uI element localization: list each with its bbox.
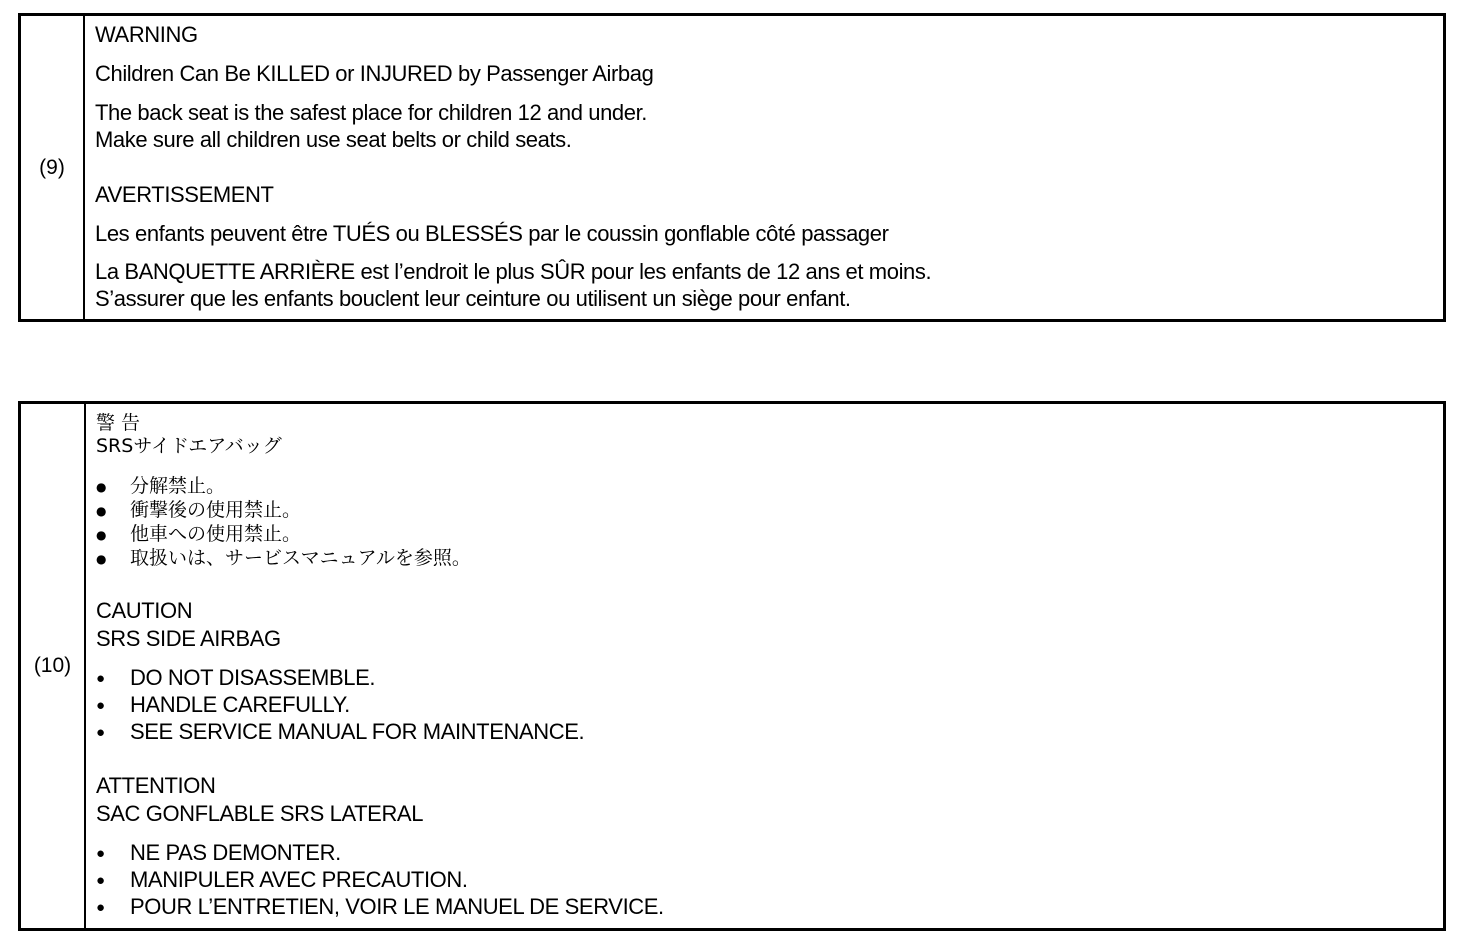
attention-item-1 [96, 841, 341, 866]
label-table-10 [18, 401, 1446, 931]
avertissement-line-1: La BANQUETTE ARRIÈRE est l’endroit le plus SÛR pour les enfants de 12 ans et moins. [95, 259, 932, 284]
jp-item-text: 分解禁止。 [130, 475, 226, 497]
caution-item-text: SEE SERVICE MANUAL FOR MAINTENANCE. [130, 719, 585, 744]
warning-line-2: Make sure all children use seat belts or child seats. [95, 127, 572, 152]
jp-item-4 [96, 546, 471, 571]
jp-subheading-text: SRSサイドエアバッグ [96, 435, 282, 457]
attention-item-text: MANIPULER AVEC PRECAUTION. [130, 867, 468, 892]
label-table-9 [18, 13, 1446, 322]
jp-item-text: 衝撃後の使用禁止。 [130, 499, 302, 521]
bullet-icon: ● [96, 551, 107, 566]
section-10-text [86, 404, 1443, 928]
caution-item-1 [96, 666, 375, 691]
section-number-10: (10) [21, 404, 86, 928]
bullet-icon: ● [96, 845, 105, 863]
caution-item-text: HANDLE CAREFULLY. [130, 692, 350, 717]
warning-heading: WARNING [95, 22, 198, 47]
bullet-icon: ● [96, 899, 105, 917]
jp-heading: 警 告 [96, 412, 141, 434]
bullet-icon: ● [96, 724, 105, 742]
avertissement-line-2: S’assurer que les enfants bouclent leur ceinture ou utilisent un siège pour enfant. [95, 286, 851, 311]
jp-item-1 [96, 474, 225, 499]
bullet-icon: ● [96, 503, 107, 518]
bullet-icon: ● [96, 527, 107, 542]
bullet-icon: ● [96, 670, 105, 688]
jp-item-3 [96, 522, 301, 547]
caution-heading: CAUTION [96, 598, 193, 623]
caution-item-3 [96, 720, 584, 745]
attention-subheading: SAC GONFLABLE SRS LATERAL [96, 801, 424, 826]
section-9-text [85, 16, 1443, 319]
section-number-9: (9) [21, 16, 85, 319]
attention-item-2 [96, 868, 468, 893]
bullet-icon: ● [96, 479, 107, 494]
bullet-icon: ● [96, 872, 105, 890]
avertissement-heading: AVERTISSEMENT [95, 182, 274, 207]
jp-item-text: 取扱いは、サービスマニュアルを参照。 [130, 547, 471, 569]
caution-subheading: SRS SIDE AIRBAG [96, 626, 281, 651]
jp-subheading [96, 433, 282, 459]
caution-item-text: DO NOT DISASSEMBLE. [130, 665, 376, 690]
attention-item-3 [96, 895, 664, 920]
jp-item-text: 他車への使用禁止。 [130, 523, 302, 545]
attention-item-text: NE PAS DEMONTER. [130, 840, 341, 865]
attention-item-text: POUR L’ENTRETIEN, VOIR LE MANUEL DE SERVICE. [130, 894, 664, 919]
warning-line-1: The back seat is the safest place for children 12 and under. [95, 100, 648, 125]
warning-title: Children Can Be KILLED or INJURED by Passenger Airbag [95, 61, 654, 86]
jp-item-2 [96, 498, 301, 523]
caution-item-2 [96, 693, 350, 718]
avertissement-title: Les enfants peuvent être TUÉS ou BLESSÉS par le coussin gonflable côté passager [95, 221, 889, 246]
attention-heading: ATTENTION [96, 773, 216, 798]
bullet-icon: ● [96, 697, 105, 715]
